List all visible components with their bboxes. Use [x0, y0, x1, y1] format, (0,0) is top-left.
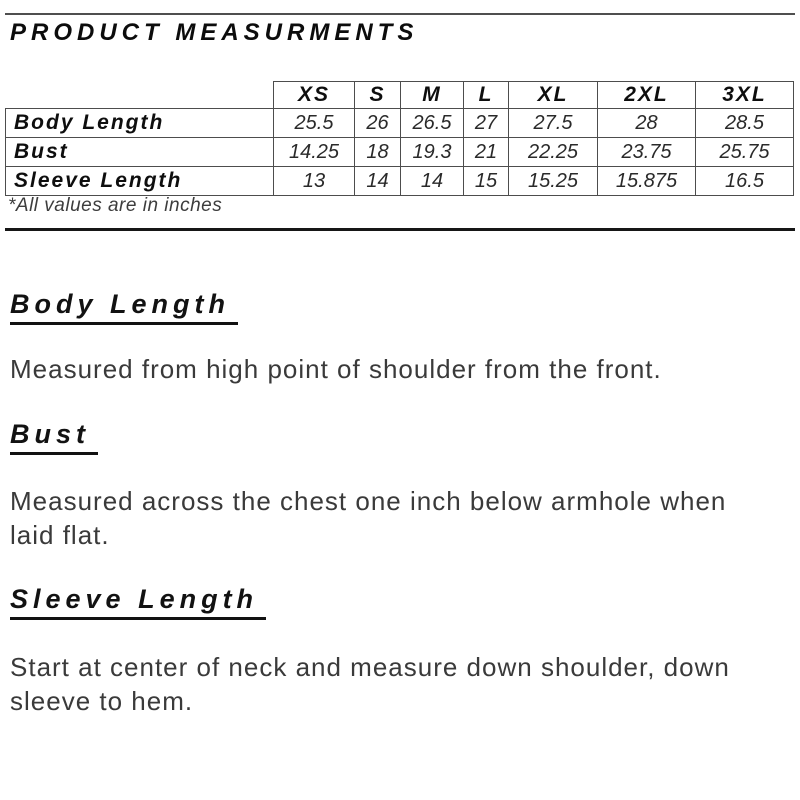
measurement-value: 14.25	[274, 138, 355, 167]
size-column-header: M	[401, 82, 464, 109]
measurement-value: 26	[355, 109, 401, 138]
measurement-value: 18	[355, 138, 401, 167]
measurement-value: 23.75	[598, 138, 696, 167]
measurement-value: 28.5	[696, 109, 794, 138]
measurement-value: 25.75	[696, 138, 794, 167]
measurement-value: 16.5	[696, 167, 794, 196]
measurement-value: 13	[274, 167, 355, 196]
size-header-row	[6, 82, 794, 109]
size-table-body	[6, 109, 794, 196]
size-column-header: S	[355, 82, 401, 109]
measurement-value: 22.25	[509, 138, 598, 167]
page-title: PRODUCT MEASURMENTS	[10, 19, 419, 46]
size-measurements-table	[5, 81, 794, 196]
measurement-value: 14	[401, 167, 464, 196]
measurement-value: 27	[464, 109, 509, 138]
measurement-value: 25.5	[274, 109, 355, 138]
sleeve-length-description: Start at center of neck and measure down shoulder, down sleeve to hem.	[10, 652, 730, 716]
body-length-heading: Body Length	[10, 291, 238, 325]
measurement-value: 19.3	[401, 138, 464, 167]
units-footnote: *All values are in inches	[8, 195, 223, 216]
measurement-row-label: Sleeve Length	[6, 167, 274, 196]
size-column-header: 3XL	[696, 82, 794, 109]
top-divider-rule	[5, 13, 795, 15]
measurement-value: 15.25	[509, 167, 598, 196]
measurement-value: 26.5	[401, 109, 464, 138]
measurement-row-label: Body Length	[6, 109, 274, 138]
size-column-header: 2XL	[598, 82, 696, 109]
measurement-value: 27.5	[509, 109, 598, 138]
measurement-row-label: Bust	[6, 138, 274, 167]
measurement-value: 15	[464, 167, 509, 196]
measurement-value: 15.875	[598, 167, 696, 196]
size-column-header: XS	[274, 82, 355, 109]
measurement-row	[6, 138, 794, 167]
measurement-value: 14	[355, 167, 401, 196]
measurement-value: 28	[598, 109, 696, 138]
measurement-row	[6, 167, 794, 196]
size-column-header: XL	[509, 82, 598, 109]
section-divider-rule	[5, 228, 795, 231]
blank-corner-cell	[6, 82, 274, 109]
sleeve-length-heading: Sleeve Length	[10, 586, 266, 620]
measurement-row	[6, 109, 794, 138]
size-column-header: L	[464, 82, 509, 109]
bust-heading: Bust	[10, 421, 98, 455]
body-length-description: Measured from high point of shoulder from the front.	[10, 354, 662, 384]
bust-description: Measured across the chest one inch below armhole when laid flat.	[10, 486, 727, 550]
measurement-value: 21	[464, 138, 509, 167]
